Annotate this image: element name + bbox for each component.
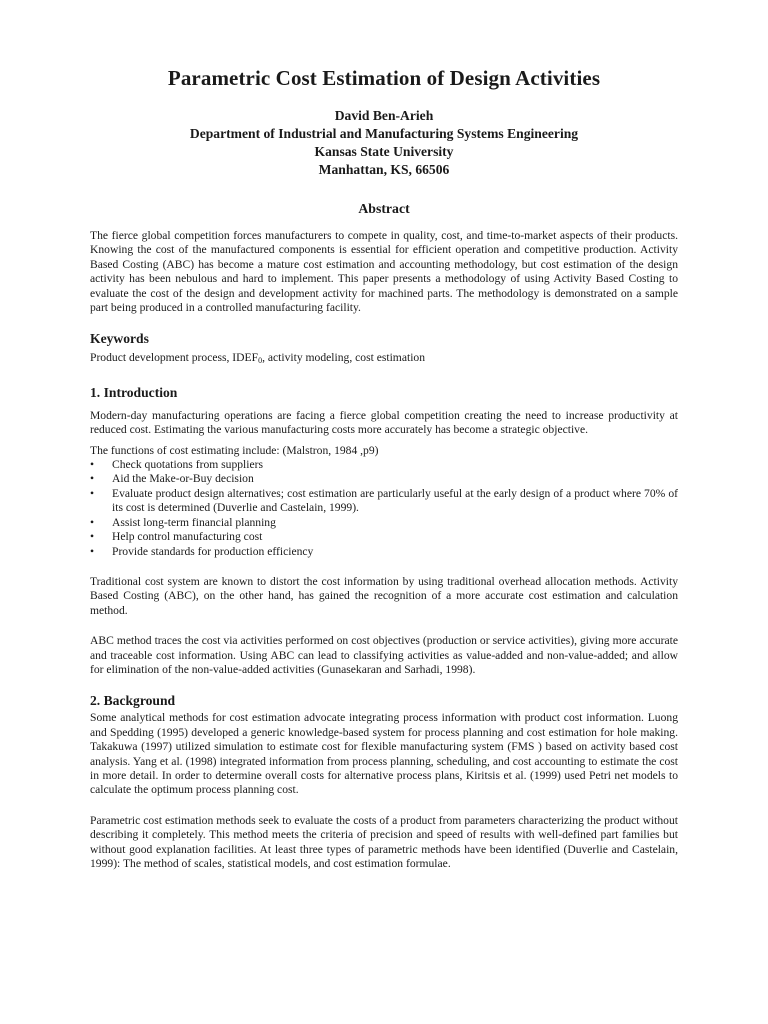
list-item: • Help control manufacturing cost <box>90 530 263 544</box>
list-item: • Check quotations from suppliers <box>90 458 264 472</box>
list-item: • Aid the Make-or-Buy decision <box>90 472 254 486</box>
list-item: • Evaluate product design alternatives; cost estimation are particularly useful at the early design of a product where 70% of its cost is determined (Duverlie and Castelain, 1999). <box>90 486 678 515</box>
bullet-icon: • <box>90 530 95 544</box>
introduction-paragraph-1: Modern-day manufacturing operations are facing a fierce global competition creating the need to increase productivity at reduced cost. Estimating the various manufacturing costs more accurately has become a strategic objective. <box>90 408 678 437</box>
abstract-heading: Abstract <box>358 201 410 216</box>
paper-title: Parametric Cost Estimation of Design Activities <box>167 66 601 90</box>
abstract-text: The fierce global competition forces manufacturers to compete in quality, cost, and time-to-market aspects of their products. Knowing the cost of the manufactured components is essential for efficient operation and competitive production. Activity Based Costing (ABC) has become a mature cost estimation and accounting methodology, but cost estimation of the design activity has been nebulous and hard to implement. This paper presents a methodology of using Activity Based Costing to evaluate the cost of the design and development activity for machined parts. The methodology is demonstrated on a sample part being produced in a controlled manufacturing facility. <box>90 229 678 315</box>
functions-list <box>90 458 678 559</box>
functions-list-intro: The functions of cost estimating include: (Malstron, 1984 ,p9) <box>90 443 379 457</box>
keywords-before: Product development process, IDEF <box>90 351 259 365</box>
keywords-after: , activity modeling, cost estimation <box>262 351 426 365</box>
bullet-icon: • <box>90 458 95 472</box>
introduction-heading: 1. Introduction <box>90 384 178 400</box>
introduction-paragraph-3: ABC method traces the cost via activities performed on cost objectives (production or service activities), giving more accurate and traceable cost information. Using ABC can lead to classifying activities as value-added and non-value-added; and allow for elimination of the non-value-added activities (Gunasekaran and Sarhadi, 1998). <box>90 634 678 676</box>
introduction-paragraph-2: Traditional cost system are known to distort the cost information by using traditional overhead allocation methods. Activity Based Costing (ABC), on the other hand, has gained the recognition of a more accurate cost estimation and calculation method. <box>90 574 678 617</box>
list-item: • Provide standards for production efficiency <box>90 544 314 558</box>
keywords-subscript: 0 <box>258 356 263 366</box>
bullet-icon: • <box>90 472 95 486</box>
keywords-text <box>90 351 678 368</box>
keywords-heading: Keywords <box>90 331 149 347</box>
bullet-icon: • <box>90 515 95 529</box>
bullet-icon: • <box>90 544 95 558</box>
background-heading: 2. Background <box>90 693 176 709</box>
author-location: Manhattan, KS, 66506 <box>318 162 450 177</box>
background-paragraph-2: Parametric cost estimation methods seek to evaluate the costs of a product from parameters characterizing the product without describing it completely. This method meets the criteria of precision and speed of results with well-defined part families but without good explanation facilities. At least three types of parametric methods have been identified (Duverlie and Castelain, 1999): The method of scales, statistical models, and cost estimation formulae. <box>90 813 678 870</box>
author-department: Department of Industrial and Manufacturing Systems Engineering <box>189 126 579 141</box>
author-block <box>90 107 678 179</box>
bullet-icon: • <box>90 486 95 500</box>
background-paragraph-1: Some analytical methods for cost estimation advocate integrating process information with product cost information. Luong and Spedding (1995) developed a generic knowledge-based system for process planning and cost estimation for hole making. Takakuwa (1997) utilized simulation to estimate cost for flexible manufacturing system (FMS ) based on activity based cost analysis. Yang et al. (1998) integrated information from process planning, scheduling, and cost accounting to estimate the cost in more detail. In order to determine overall costs for alternative process plans, Kiritsis et al. (1999) used Petri net models to calculate the optimum process planning cost. <box>90 711 678 797</box>
list-item: • Assist long-term financial planning <box>90 515 276 529</box>
author-name: David Ben-Arieh <box>334 108 434 123</box>
author-university: Kansas State University <box>314 144 454 159</box>
